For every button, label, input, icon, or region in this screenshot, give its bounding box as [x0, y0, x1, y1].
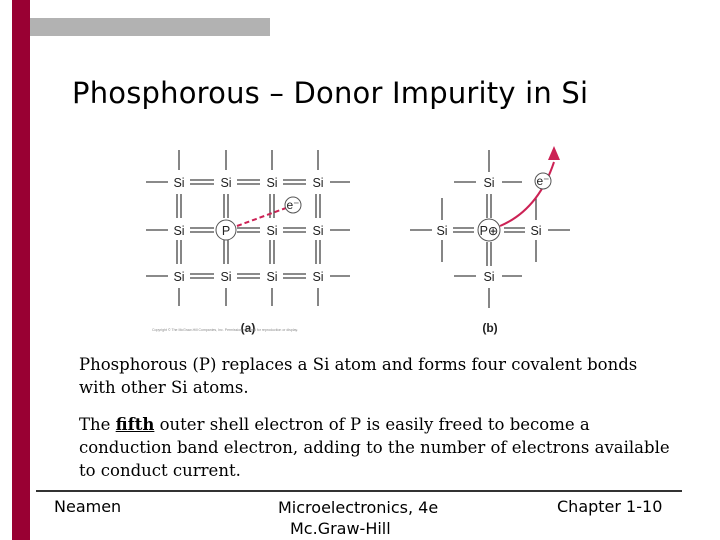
panel-a-label: (a) — [240, 321, 256, 335]
arrow-head-icon — [548, 146, 560, 160]
left-accent-bar — [12, 0, 30, 540]
atom-a3: Si — [266, 176, 278, 190]
atom-a7: Si — [266, 224, 278, 238]
paragraph-replacement: Phosphorous (P) replaces a Si atom and forms four covalent bonds with other Si atoms. — [79, 355, 638, 397]
slide-title: Phosphorous – Donor Impurity in Si — [72, 76, 589, 110]
panel-b-label: (b) — [482, 321, 498, 335]
atom-b-top: Si — [483, 176, 495, 190]
paragraph-fifth-electron — [79, 413, 679, 482]
footer-publication — [278, 497, 438, 539]
atom-a5: Si — [173, 224, 185, 238]
atom-a11: Si — [266, 270, 278, 284]
footer-publisher: Mc.Graw-Hill — [290, 519, 391, 538]
paragraph-lead: The — [79, 415, 116, 434]
atom-b-left: Si — [436, 224, 448, 238]
electron-dashed-path — [237, 208, 286, 226]
footer-book-title: Microelectronics, 4e — [278, 498, 439, 517]
copyright-notice: Copyright © The McGraw-Hill Companies, Inc. Permission required for reproduction or display. — [152, 328, 299, 332]
bond-lines — [146, 150, 570, 308]
donor-impurity-diagram — [140, 142, 580, 342]
atom-a2: Si — [220, 176, 232, 190]
atom-a12: Si — [312, 270, 324, 284]
atom-b-bottom: Si — [483, 270, 495, 284]
footer-divider — [36, 490, 682, 492]
electron-a-label: e⁻ — [286, 198, 300, 212]
electron-escape-path — [500, 162, 554, 226]
atom-b-right: Si — [530, 224, 542, 238]
atom-p-a: P — [221, 224, 231, 238]
atom-p-b: P⊕ — [479, 224, 499, 238]
atom-a1: Si — [173, 176, 185, 190]
atom-a4: Si — [312, 176, 324, 190]
top-accent-bar — [30, 18, 270, 36]
atom-a9: Si — [173, 270, 185, 284]
footer-page-number: Chapter 1-10 — [557, 497, 663, 516]
atom-a8: Si — [312, 224, 324, 238]
atom-a10: Si — [220, 270, 232, 284]
paragraph-rest: outer shell electron of P is easily freed to become a conduction band electron, adding to the number of electrons available to conduct current. — [79, 415, 670, 480]
emphasis-fifth: fifth — [115, 415, 155, 434]
footer-author: Neamen — [54, 497, 122, 516]
electron-b-label: e⁻ — [536, 174, 550, 188]
